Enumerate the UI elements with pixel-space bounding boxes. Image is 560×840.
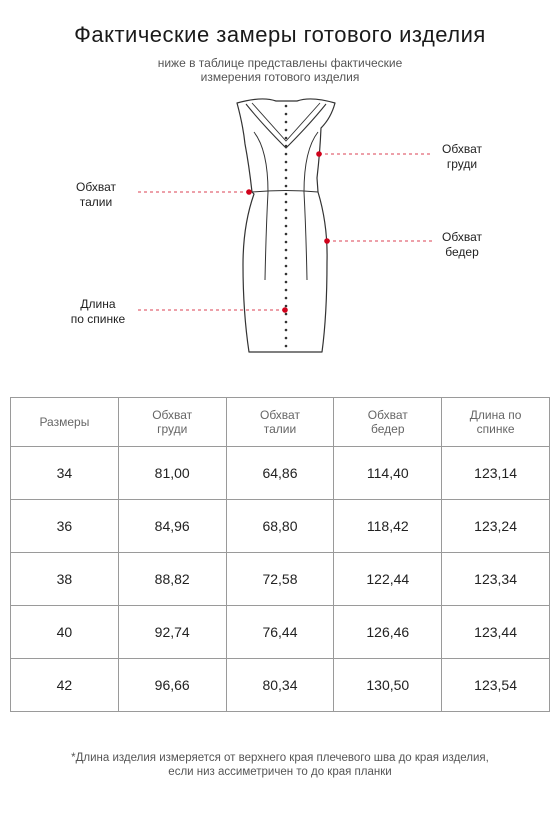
header-length: Длина по спинке — [442, 398, 550, 447]
button-dot — [285, 185, 288, 188]
subtitle-line-1: ниже в таблице представлены фактические — [157, 56, 403, 70]
button-dot — [285, 145, 288, 148]
cell-chest: 96,66 — [118, 659, 226, 712]
button-dot — [285, 129, 288, 132]
header-sizes: Размеры — [11, 398, 119, 447]
button-dot — [285, 121, 288, 124]
button-dot — [285, 297, 288, 300]
table-row — [11, 606, 550, 659]
cell-length: 123,24 — [442, 500, 550, 553]
cell-size: 42 — [11, 659, 119, 712]
table-row — [11, 659, 550, 712]
button-dot — [285, 313, 288, 316]
waist-label-line-2: талии — [79, 195, 113, 209]
cell-size: 34 — [11, 447, 119, 500]
subtitle-line-2: измерения готового изделия — [200, 70, 360, 84]
button-dot — [285, 193, 288, 196]
cell-waist: 68,80 — [226, 500, 334, 553]
footnote-line-1: *Длина изделия измеряется от верхнего края плечевого шва до края изделия, — [71, 752, 489, 764]
cell-hips: 130,50 — [334, 659, 442, 712]
button-dot — [285, 201, 288, 204]
button-dot — [285, 305, 288, 308]
cell-size: 36 — [11, 500, 119, 553]
cell-chest: 84,96 — [118, 500, 226, 553]
cell-chest: 81,00 — [118, 447, 226, 500]
header-hips: Обхват бедер — [334, 398, 442, 447]
waist-label — [66, 180, 126, 210]
button-dot — [285, 289, 288, 292]
chest-label-line-2: груди — [446, 157, 478, 171]
header-waist: Обхват талии — [226, 398, 334, 447]
cell-waist: 64,86 — [226, 447, 334, 500]
hips-marker — [324, 238, 330, 244]
hips-label — [432, 230, 492, 260]
button-dot — [285, 113, 288, 116]
table-row — [11, 500, 550, 553]
footnote — [0, 751, 560, 779]
size-table — [10, 397, 550, 712]
button-dot — [285, 209, 288, 212]
button-dot — [285, 169, 288, 172]
header-chest: Обхват груди — [118, 398, 226, 447]
button-dot — [285, 345, 288, 348]
length-marker — [282, 307, 288, 313]
hips-label-line-2: бедер — [445, 245, 479, 259]
button-dot — [285, 265, 288, 268]
cell-size: 40 — [11, 606, 119, 659]
cell-size: 38 — [11, 553, 119, 606]
length-label-line-2: по спинке — [70, 312, 126, 326]
button-dot — [285, 105, 288, 108]
cell-hips: 114,40 — [334, 447, 442, 500]
chest-label — [432, 142, 492, 172]
table-header-row — [11, 398, 550, 447]
button-dot — [285, 137, 288, 140]
button-dot — [285, 329, 288, 332]
table-row — [11, 553, 550, 606]
button-dot — [285, 233, 288, 236]
button-dot — [285, 337, 288, 340]
button-dot — [285, 321, 288, 324]
cell-hips: 118,42 — [334, 500, 442, 553]
button-dot — [285, 273, 288, 276]
button-dot — [285, 217, 288, 220]
button-dot — [285, 225, 288, 228]
cell-waist: 80,34 — [226, 659, 334, 712]
cell-chest: 88,82 — [118, 553, 226, 606]
waist-label-line-1: Обхват — [76, 180, 116, 194]
cell-length: 123,14 — [442, 447, 550, 500]
button-dot — [285, 257, 288, 260]
cell-length: 123,54 — [442, 659, 550, 712]
hips-label-line-1: Обхват — [442, 230, 482, 244]
button-dot — [285, 161, 288, 164]
button-dot — [285, 281, 288, 284]
dress-left-seam — [254, 132, 268, 280]
cell-hips: 126,46 — [334, 606, 442, 659]
cell-hips: 122,44 — [334, 553, 442, 606]
cell-length: 123,34 — [442, 553, 550, 606]
dress-diagram — [0, 90, 560, 370]
table-row — [11, 447, 550, 500]
cell-chest: 92,74 — [118, 606, 226, 659]
cell-length: 123,44 — [442, 606, 550, 659]
length-label — [58, 297, 138, 327]
dress-waistband — [252, 191, 318, 193]
page-title: Фактические замеры готового изделия — [74, 22, 486, 47]
cell-waist: 76,44 — [226, 606, 334, 659]
button-dot — [285, 177, 288, 180]
cell-waist: 72,58 — [226, 553, 334, 606]
length-label-line-1: Длина — [80, 297, 116, 311]
footnote-line-2: если низ ассиметричен то до края планки — [168, 766, 392, 778]
page-subtitle — [0, 56, 560, 84]
waist-marker — [246, 189, 252, 195]
chest-marker — [316, 151, 322, 157]
chest-label-line-1: Обхват — [442, 142, 482, 156]
dress-right-seam — [304, 132, 318, 280]
button-dot — [285, 153, 288, 156]
button-dot — [285, 241, 288, 244]
button-dot — [285, 249, 288, 252]
